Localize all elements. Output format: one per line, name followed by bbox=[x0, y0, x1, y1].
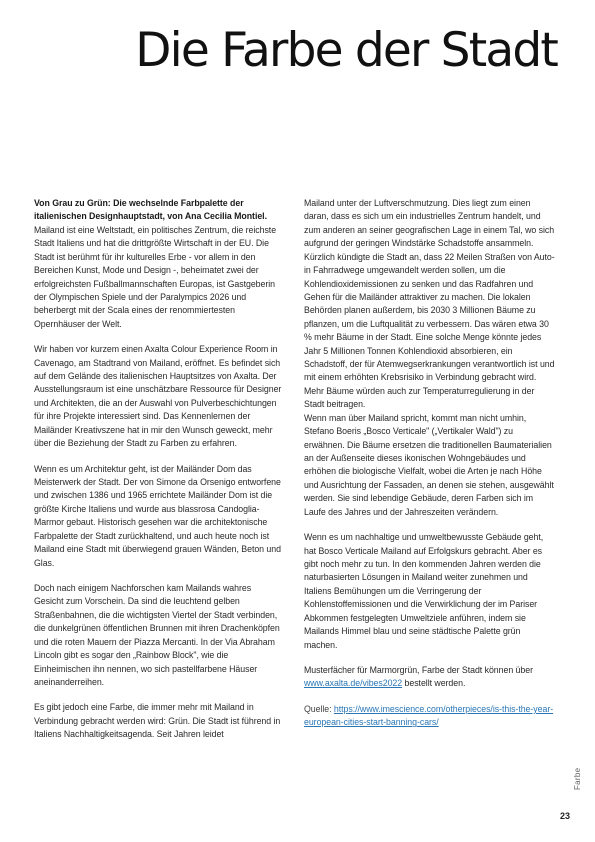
source-link[interactable]: https://www.imescience.com/otherpieces/is-this-the-year-european-cities-start-banning-cars/ bbox=[304, 703, 554, 728]
order-text-end: bestellt werden. bbox=[402, 678, 466, 689]
right-column bbox=[304, 197, 556, 742]
left-column bbox=[34, 197, 282, 754]
section-side-label: Farbe bbox=[573, 767, 582, 790]
source-label: Quelle: bbox=[304, 703, 334, 714]
paragraph: Wenn es um nachhaltige und umweltbewusste Gebäude geht, hat Bosco Verticale Mailand auf Erfolgskurs gebracht. Aber es gibt noch mehr zu tun. In den kommenden Jahren werden die naturbasierten Lösungen in Mailand weiter zunehmen und Italiens Bemühungen um die Verringerung der Kohlenstoffemissionen und die Verwirklichung der im Pariser Abkommen festgelegten Umweltziele anführen, indem sie Mailands Himmel blau und seine städtische Palette grün machen. bbox=[304, 532, 544, 650]
paragraph: Kürzlich kündigte die Stadt an, dass 22 Meilen Straßen von Auto- in Fahrradwege umgewandelt werden sollen, um die Kohlendioxidemissionen zu senken und das Radfahren und Gehen für die Mailänder attraktiver zu machen. Die lokalen Behörden planen außerdem, bis 2030 3 Millionen Bäume zu pflanzen, um die Luftqualität zu verbessern. Das wären etwa 30 % mehr Bäume in der Stadt. Eine solche Menge könnte jedes Jahr 5 Millionen Tonnen Kohlendioxid absorbieren, ein Schadstoff, der für Atemwegserkrankungen verantwortlich ist und mit einem erhöhten Krebsrisiko in Verbindung gebracht wird. Mehr Bäume würden auch zur Temperaturregulierung in der Stadt beitragen. bbox=[304, 251, 555, 410]
paragraph: Wenn man über Mailand spricht, kommt man nicht umhin, Stefano Boeris „Bosco Verticale" („Vertikaler Wald") zu erwähnen. Die Bäume ersetzen die traditionellen Baumaterialien an der Außenseite dieses ikonischen Wohngebäudes und erhöhen die biologische Vielfalt, wobei die Arten je nach Höhe und Ausrichtung der Fassaden, an denen sie stehen, ausgewählt werden. Sie sind lebendige Gebäude, deren Farben sich im Laufe des Jahres und der Jahreszeiten verändern. bbox=[304, 412, 554, 517]
paragraph: Doch nach einigem Nachforschen kam Mailands wahres Gesicht zum Vorschein. Da sind die leuchtend gelben Straßenbahnen, die die wichtigsten Viertel der Stadt verbinden, die dunkelgrünen öffentlichen Brunnen mit ihren Drachenköpfen und die roten Mauern der Piazza Mercanti. In der Via Abraham Lincoln gibt es sogar den „Rainbow Block", wie die Einheimischen ihn nennen, wo sich pastellfarbene Häuser aneinanderreihen. bbox=[34, 582, 280, 687]
order-text: Musterfächer für Marmorgrün, Farbe der Stadt können über bbox=[304, 664, 533, 675]
paragraph: Wenn es um Architektur geht, ist der Mailänder Dom das Meisterwerk der Stadt. Der von Simone da Orsenigo entworfene und zwischen 1386 und 1965 errichtete Mailänder Dom ist die größte Kirche Italiens und wurde aus blassrosa Candoglia-Marmor gebaut. Historisch gesehen war die architektonische Farbpalette der Stadt zurückhaltend, und auch heute noch ist Mailand eine Stadt mit überwiegend grauen Wänden, Beton und Glas. bbox=[34, 463, 281, 568]
paragraph: Es gibt jedoch eine Farbe, die immer mehr mit Mailand in Verbindung gebracht werden wird: Grün. Die Stadt ist führend in Italiens Nachhaltigkeitsagenda. Seit Jahren leidet bbox=[34, 702, 281, 740]
paragraph: Wir haben vor kurzem einen Axalta Colour Experience Room in Cavenago, am Stadtrand von Mailand, eröffnet. Es befindet sich auf dem Gelände des italienischen Hauptsitzes von Axalta. Der Ausstellungsraum ist eine unschätzbare Ressource für Designer und Architekten, die an der Auswahl von Pulverbeschichtungen für ihre Projekte interessiert sind. Das Kennenlernen der Mailänder Kreativszene hat in mir den Wunsch geweckt, mehr über die Beziehung der Stadt zu Farben zu erfahren. bbox=[34, 344, 282, 449]
order-paragraph bbox=[304, 664, 556, 691]
page-number: 23 bbox=[559, 811, 570, 821]
article-lead: Von Grau zu Grün: Die wechselnde Farbpalette der italienischen Designhauptstadt, von Ana Cecilia Montiel. bbox=[34, 198, 267, 222]
page-title: Die Farbe der Stadt bbox=[135, 23, 557, 78]
axalta-vibes-link[interactable]: www.axalta.de/vibes2022 bbox=[304, 678, 403, 689]
paragraph: Mailand unter der Luftverschmutzung. Dies liegt zum einen daran, dass es sich um ein industrielles Zentrum handelt, und zum anderen an seiner geografischen Lage in einem Tal, wo sich aufgrund der geringen Windstärke Schadstoffe ansammeln. bbox=[304, 198, 555, 249]
paragraph-text: Mailand ist eine Weltstadt, ein politisches Zentrum, die reichste Stadt Italiens und hat die drittgrößte Wirtschaft in der EU. Die Stadt ist berühmt für ihr kulturelles Erbe - vor allem in den Bereichen Kunst, Mode und Design -, beheimatet zwei der erfolgreichsten Fußballmannschaften Europas, ist Gastgeberin der Olympischen Spiele und der Paralympics 2026 und beherbergt mit der Scala eines der renommiertesten Opernhäuser der Welt. bbox=[34, 224, 277, 329]
paragraph bbox=[34, 197, 282, 331]
source-note bbox=[304, 703, 556, 730]
